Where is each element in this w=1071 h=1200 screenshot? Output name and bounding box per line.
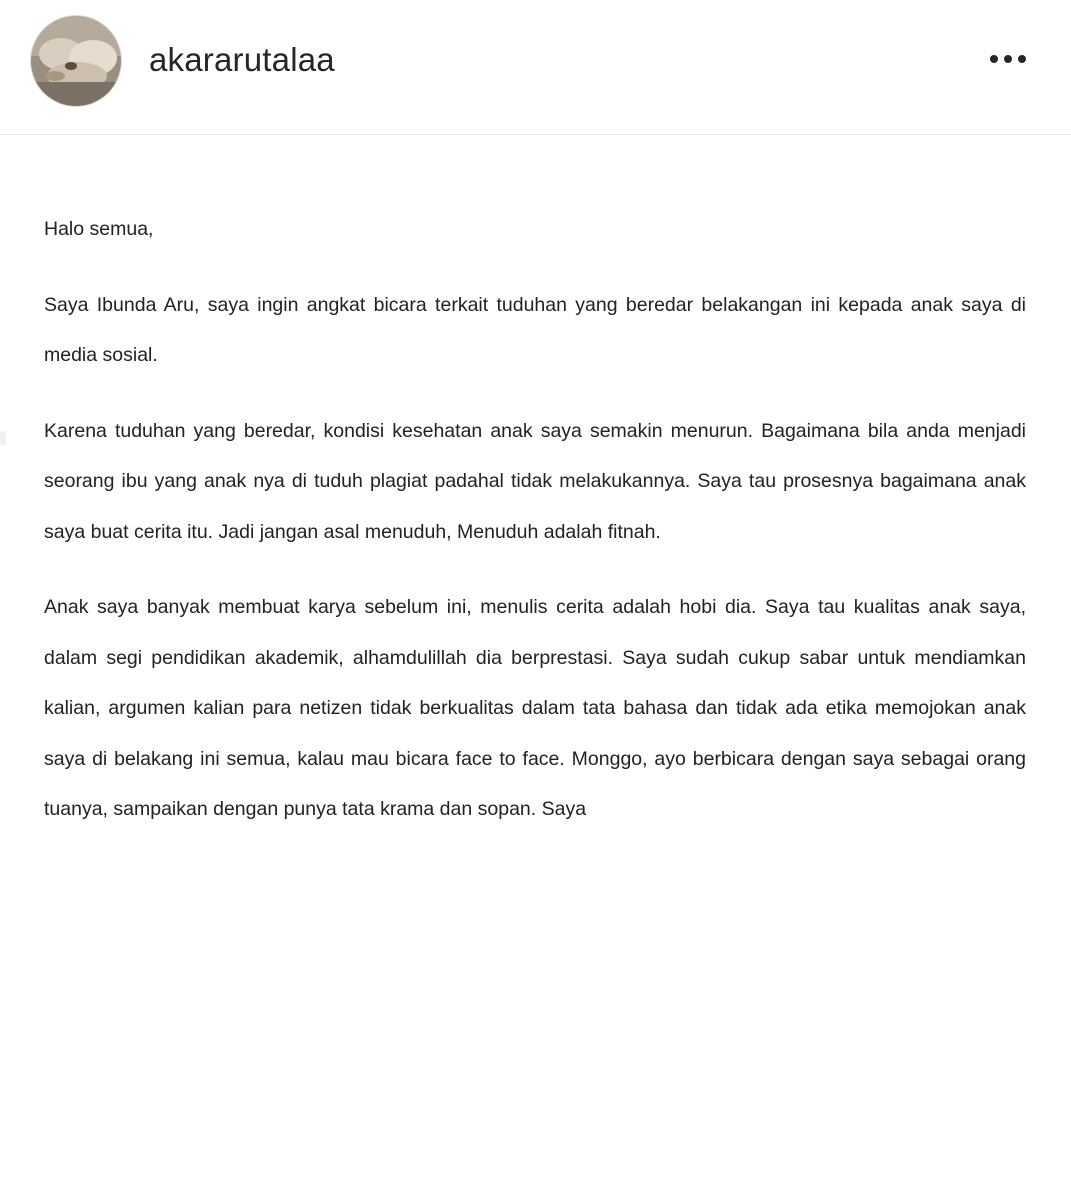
username[interactable]: akararutalaa: [149, 41, 335, 78]
more-horizontal-icon: [990, 55, 998, 63]
more-options-button[interactable]: [980, 44, 1036, 74]
letter-paragraph: Karena tuduhan yang beredar, kondisi kesehatan anak saya semakin menurun. Bagaimana bila anda menjadi seorang ibu yang anak nya di tuduh plagiat padahal tidak melakukannya. Saya tau prosesnya bagaimana anak saya buat cerita itu. Jadi jangan asal menuduh, Menuduh adalah fitnah.: [44, 419, 1026, 543]
more-horizontal-icon-dot: [1018, 55, 1026, 63]
letter-paragraph: Saya Ibunda Aru, saya ingin angkat bicara terkait tuduhan yang beredar belakangan ini kepada anak saya di media sosial.: [44, 293, 1026, 366]
letter-paragraph: Anak saya banyak membuat karya sebelum ini, menulis cerita adalah hobi dia. Saya tau kualitas anak saya, dalam segi pendidikan akademik, alhamdulillah dia berprestasi. Saya sudah cukup sabar untuk mendiamkan kalian, argumen kalian para netizen tidak berkualitas dalam tata bahasa dan tidak ada etika memojokan anak saya di belakang ini semua, kalau mau bicara face to face. Monggo, ayo berbicara dengan saya sebagai orang tuanya, sampaikan dengan punya tata krama dan sopan. Saya: [44, 596, 1026, 820]
profile-avatar[interactable]: [30, 15, 122, 107]
post-header: [0, 0, 1071, 135]
letter-text: [44, 204, 1026, 860]
more-horizontal-icon-dot: [1004, 55, 1012, 63]
avatar-photo-icon: [31, 16, 122, 107]
letter-greeting: Halo semua,: [44, 218, 154, 240]
edge-artifact: [0, 431, 6, 445]
